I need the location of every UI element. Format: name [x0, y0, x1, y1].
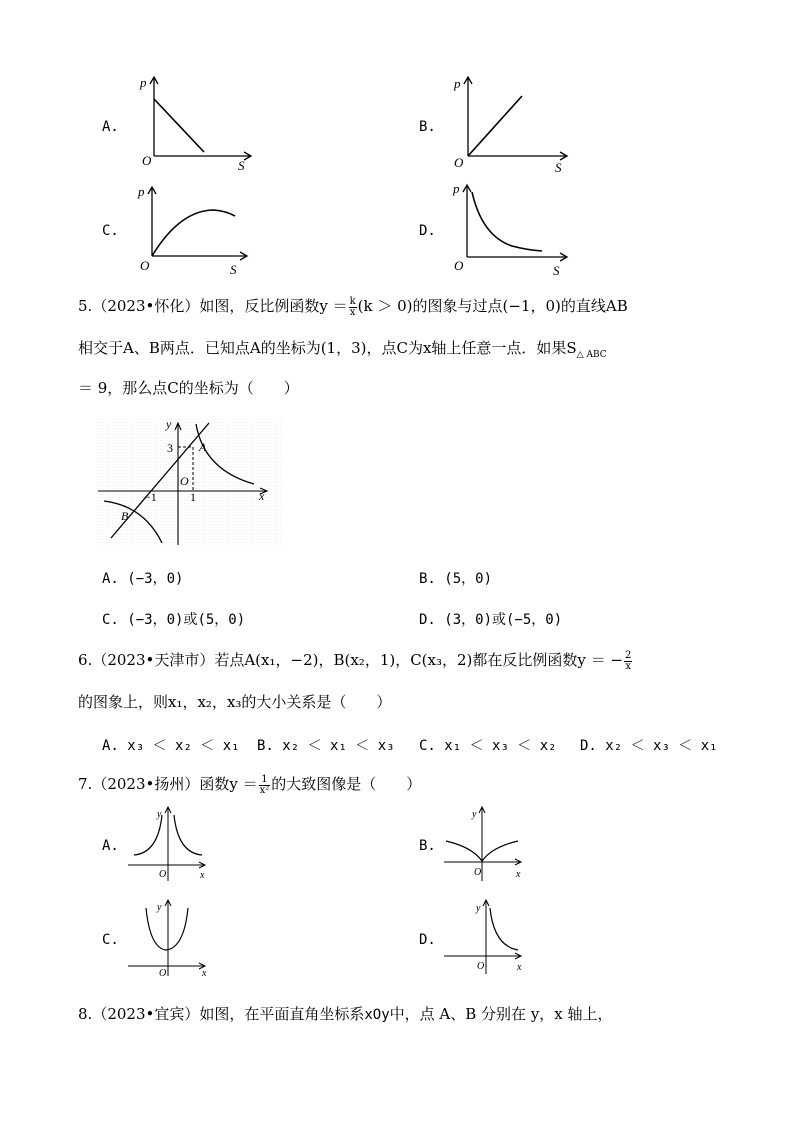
q4-option-d-graph	[442, 180, 577, 280]
q4-a-axis-y: p	[140, 75, 147, 90]
svg-text:x: x	[200, 870, 205, 881]
q4-d-origin: O	[454, 258, 464, 273]
q4-a-line	[154, 99, 204, 152]
q6-fraction: $\frac{2}{x}$	[625, 649, 632, 672]
q6-source: （2023•天津市）	[92, 651, 215, 669]
q6-line-1: 6.（2023•天津市）若点A(x₁，−2)，B(x₂，1)，C(x₃，2)都在反比例函数y ＝ − $\frac{2}{x}$	[78, 649, 632, 672]
svg-text:1: 1	[190, 490, 196, 504]
q4-option-a-graph	[128, 72, 258, 172]
q4-option-a-label: A.	[102, 119, 119, 135]
q4-option-b-graph	[442, 72, 577, 177]
svg-text:x: x	[517, 962, 522, 973]
q6-number: 6.	[78, 651, 93, 669]
svg-text:x: x	[516, 869, 521, 880]
q5-option-d[interactable]: D. (3，0)或(−5，0)	[419, 612, 563, 628]
svg-text:3: 3	[167, 441, 173, 455]
q5-option-c[interactable]: C. (−3，0)或(5，0)	[102, 612, 246, 628]
q7-option-c-graph	[126, 898, 211, 978]
svg-text:−1: −1	[144, 490, 157, 504]
svg-text:y: y	[166, 418, 172, 431]
q4-option-d-label: D.	[419, 223, 436, 239]
q4-d-axis-x: S	[553, 263, 560, 278]
q4-option-c-graph	[128, 180, 258, 280]
q5-point-a: A	[199, 440, 207, 454]
q4-d-axis-y: p	[453, 181, 460, 196]
q7-fraction: $\frac{1}{\text{x²}}$	[259, 773, 270, 796]
q4-b-line	[468, 96, 522, 156]
q6-option-a[interactable]: A. x₃ ＜ x₂ ＜ x₁	[102, 738, 240, 754]
q5-line-2: 相交于A、B两点．已知点A的坐标为(1，3)，点C为x轴上任意一点．如果$S_{\triangle ABC}$	[78, 339, 607, 360]
q4-c-origin: O	[140, 258, 150, 273]
q7-line-1: 7.（2023•扬州）函数y ＝ $\frac{1}{\text{x²}}$ 的大致图像是（ ）	[78, 773, 422, 796]
q4-b-origin: O	[454, 155, 464, 170]
q4-option-c-label: C.	[102, 223, 119, 239]
q4-b-axis-x: S	[555, 160, 562, 175]
q5-source: （2023•怀化）	[92, 297, 200, 315]
q6-option-c[interactable]: C. x₁ ＜ x₃ ＜ x₂	[419, 738, 557, 754]
svg-text:O: O	[180, 474, 189, 488]
q7-option-c-label[interactable]: C.	[102, 932, 119, 948]
q4-c-curve	[152, 210, 235, 256]
q7-option-a-graph	[126, 805, 211, 883]
q5-line-1: 5.（2023•怀化）如图，反比例函数y ＝ $\frac{k}{x}$ (k ＞ 0)的图象与过点(−1，0)的直线AB	[78, 295, 628, 318]
q7-option-d-graph	[442, 898, 527, 976]
svg-text:y: y	[476, 903, 481, 914]
q7-number: 7.	[78, 775, 93, 793]
svg-text:y: y	[472, 809, 477, 820]
q4-c-axis-x: S	[230, 262, 237, 277]
svg-text:x: x	[202, 968, 207, 978]
q5-point-b: B	[121, 509, 129, 523]
q5-option-a[interactable]: A. (−3，0)	[102, 571, 184, 587]
q4-b-axis-y: p	[454, 76, 461, 91]
q8-source: （2023•宜宾）	[92, 1005, 200, 1023]
q7-option-a-label[interactable]: A.	[102, 838, 119, 854]
q4-d-curve	[472, 192, 542, 251]
svg-text:O: O	[159, 968, 167, 978]
q7-option-b-graph	[442, 805, 527, 883]
svg-text:x: x	[259, 489, 265, 503]
q5-line-3: ＝ 9，那么点C的坐标为（ ）	[78, 379, 299, 397]
q4-a-origin: O	[142, 153, 152, 168]
svg-text:y: y	[157, 809, 162, 820]
svg-text:O: O	[477, 961, 485, 972]
q6-option-d[interactable]: D. x₂ ＜ x₃ ＜ x₁	[580, 738, 718, 754]
q5-fraction: $\frac{k}{x}$	[349, 295, 356, 318]
q8-number: 8.	[78, 1005, 93, 1023]
q7-option-b-label[interactable]: B.	[419, 838, 436, 854]
q4-a-axis-x: S	[238, 158, 245, 172]
q4-c-axis-y: p	[138, 184, 145, 199]
q7-source: （2023•扬州）	[92, 775, 200, 793]
q6-option-b[interactable]: B. x₂ ＜ x₁ ＜ x₃	[257, 738, 395, 754]
q4-option-b-label: B.	[419, 119, 436, 135]
q5-number: 5.	[78, 297, 93, 315]
svg-text:y: y	[157, 902, 162, 913]
q5-figure	[96, 418, 281, 548]
svg-text:O: O	[474, 867, 482, 878]
q7-option-d-label[interactable]: D.	[419, 932, 436, 948]
q5-option-b[interactable]: B. (5，0)	[419, 571, 493, 587]
q6-line-2: 的图象上，则x₁，x₂，x₃的大小关系是（ ）	[78, 693, 392, 711]
question-8: 8.（2023•宜宾）如图，在平面直角坐标系xOy中，点 A、B 分别在 y，x 轴上，	[78, 1005, 613, 1023]
svg-text:O: O	[159, 869, 167, 880]
